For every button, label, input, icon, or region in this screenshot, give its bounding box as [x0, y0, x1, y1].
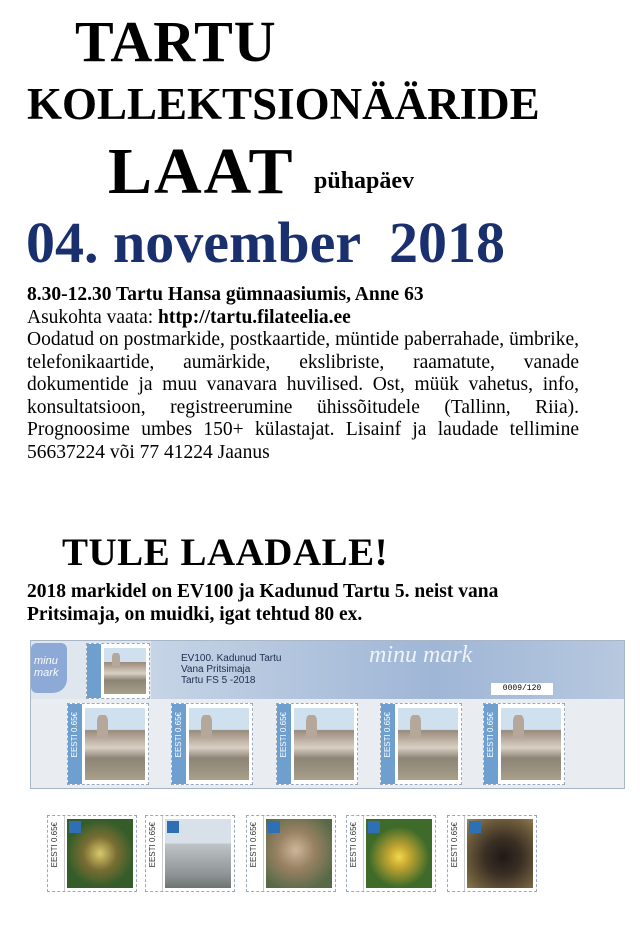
- weekday: pühapäev: [314, 168, 415, 194]
- building-picture: [104, 648, 146, 694]
- k-logo-icon: [469, 821, 481, 833]
- sheet-stamp: [483, 703, 565, 785]
- building-picture: [165, 819, 231, 888]
- building-picture: [294, 708, 354, 780]
- butterfly-picture: [67, 819, 133, 888]
- k-logo-icon: [368, 821, 380, 833]
- sheet-stamp: [380, 703, 462, 785]
- location-label: Asukohta vaata:: [27, 306, 159, 328]
- serial-number: 0009/120: [491, 683, 553, 695]
- time-place: 8.30-12.30 Tartu Hansa gümnaasiumis, Anne 63: [27, 284, 424, 305]
- lynx-picture: [266, 819, 332, 888]
- stamp-side-text: EESTI 0.65€: [70, 712, 79, 758]
- stamp-side-text: EESTI 0.65€: [486, 712, 495, 758]
- stamp-lynx: [246, 815, 336, 892]
- event-date: 04. november 2018: [26, 210, 506, 275]
- stamps-note: 2018 markidel on EV100 ja Kadunud Tartu 5. neist vana Pritsimaja, on muidki, igat tehtud 80 ex.: [27, 581, 499, 625]
- location-line: [27, 307, 579, 330]
- checker-pattern: [631, 647, 640, 681]
- location-link[interactable]: http://tartu.filateelia.ee: [158, 306, 351, 328]
- building-picture: [189, 708, 249, 780]
- minu-mark-brand: minu mark: [369, 642, 473, 668]
- k-logo-icon: [268, 821, 280, 833]
- header-stamp: [86, 643, 150, 699]
- call-to-action: TULE LAADALE!: [62, 531, 389, 574]
- logo-text: minu mark: [34, 655, 59, 679]
- minu-mark-logo: [31, 643, 67, 693]
- caption-line-2: Vana Pritsimaja: [181, 664, 251, 675]
- k-logo-icon: [69, 821, 81, 833]
- stamp-sheet: [30, 640, 625, 789]
- title-line-3: LAAT: [108, 135, 295, 208]
- stamp-side-text: EESTI 0.65€: [174, 712, 183, 758]
- stamp-side-text: EESTI 0.65€: [450, 822, 459, 868]
- caption-line-3: Tartu FS 5 -2018: [181, 675, 256, 686]
- building-picture: [398, 708, 458, 780]
- title-line-2: KOLLEKTSIONÄÄRIDE: [27, 79, 540, 129]
- stamp-side: [87, 644, 101, 698]
- details-body: Oodatud on postmarkide, postkaartide, müntide paberrahade, ümbrike, telefonikaartide, aumärkide, ekslibriste, raamatute, vanade dokumentide ja muu vanavara huvilised. Ost, müük vahetus, info, konsultatsioon, registreerumine ühissõitudele (Tallinn, Riia). Prognoosime umbes 150+ külastajat. Lisainf ja laudade tellimine 56637224 või 77 41224 Jaanus: [27, 329, 579, 463]
- stamp-building: [145, 815, 235, 892]
- title-line-1: TARTU: [75, 9, 277, 74]
- capercaillie-picture: [467, 819, 533, 888]
- sheet-caption: [181, 653, 281, 686]
- sheet-stamp: [67, 703, 149, 785]
- caption-line-1: EV100. Kadunud Tartu: [181, 653, 282, 664]
- stamp-capercaillie: [447, 815, 537, 892]
- building-picture: [501, 708, 561, 780]
- sheet-stamp: [171, 703, 253, 785]
- stamp-side-text: EESTI 0.65€: [349, 822, 358, 868]
- stamp-side-text: EESTI 0.65€: [249, 822, 258, 868]
- stamp-butterfly: [47, 815, 137, 892]
- event-details: [27, 284, 579, 464]
- orchid-picture: [366, 819, 432, 888]
- sheet-header: [31, 641, 624, 699]
- stamp-side-text: EESTI 0.65€: [148, 822, 157, 868]
- stamp-side-text: EESTI 0.65€: [50, 822, 59, 868]
- sheet-stamp: [276, 703, 358, 785]
- building-picture: [85, 708, 145, 780]
- stamp-side-text: EESTI 0.65€: [279, 712, 288, 758]
- k-logo-icon: [167, 821, 179, 833]
- stamp-orchid: [346, 815, 436, 892]
- stamp-side-text: EESTI 0.65€: [383, 712, 392, 758]
- sheet-band: [151, 641, 624, 699]
